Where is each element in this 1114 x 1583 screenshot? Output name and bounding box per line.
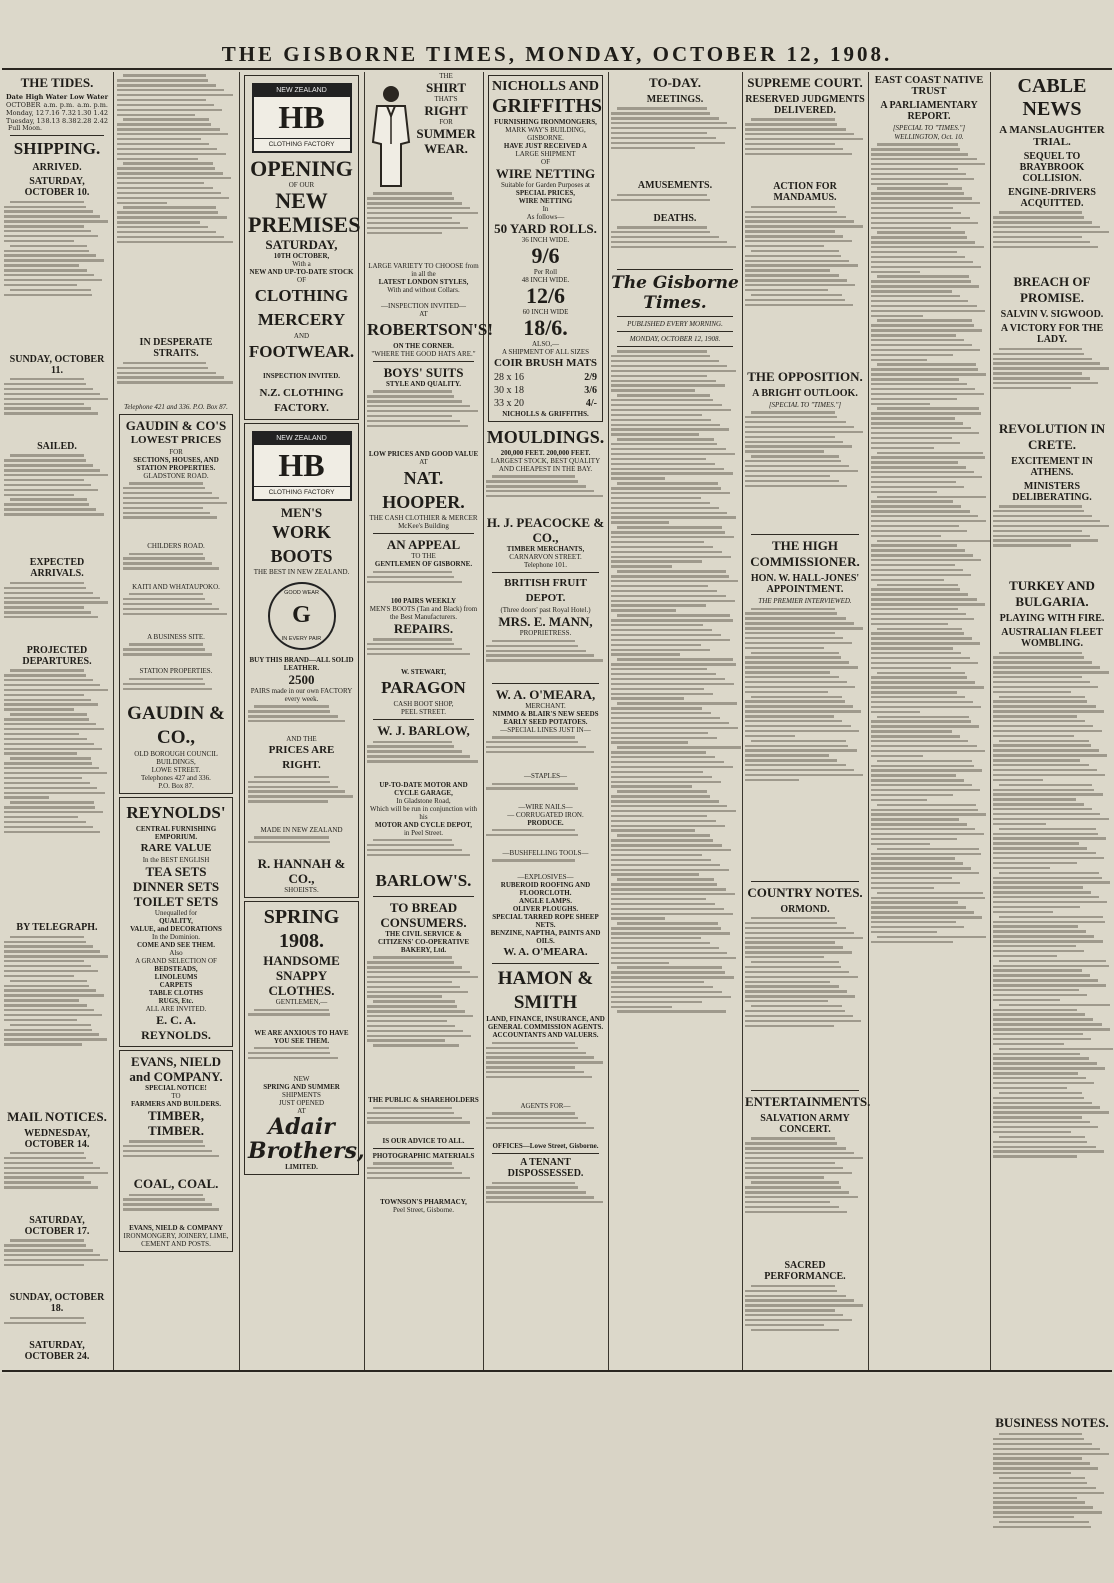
special-line: [SPECIAL TO "TIMES."] [892, 124, 966, 132]
country-heading: COUNTRY NOTES. [747, 884, 863, 900]
divider [373, 533, 474, 534]
ad-text [123, 1194, 229, 1224]
manslaughter-heading: A MANSLAUGHTER TRIAL. [999, 124, 1105, 148]
column-editorial [611, 72, 739, 1370]
salvation-heading: SALVATION ARMY CONCERT. [760, 1112, 850, 1135]
ad-text [486, 783, 605, 803]
reynolds-ad: REYNOLDS' CENTRAL FURNISHING EMPORIUM. RARE VALUE In the BEST ENGLISH TEA SETS DINNER SETS TOILET SETS Unequalled for QUALITY, VALUE, and DECORATIONS In the Dominion. COME AND SEE THEM. Also A GRAND SELECTION OF BEDSTEADS, LINOLEUMS CARPETS TABLE CLOTHS RUGS, Etc. ALL ARE INVITED. E. C. A. REYNOLDS. [119, 797, 233, 1047]
ad-text [123, 643, 229, 667]
omeara-ad: W. A. O'MEARA, MERCHANT. NIMMO & BLAIR'S NEW SEEDS EARLY SEED POTATOES. —SPECIAL LINES JUST IN— —STAPLES— —WIRE NAILS— — CORRUGATED IRON. PRODUCE. —BUSHFELLING TOOLS— —EXPLOSIVES— RUBEROID ROOFING AND FLOORCLOTH. ANGLE LAMPS. OLIVER PLOUGHS. SPECIAL TARRED ROPE SHEEP NETS. BENZINE, NAPTHA, PAINTS AND OILS. W. A. O'MEARA. [486, 687, 605, 961]
court-heading: SUPREME COURT. [747, 75, 863, 90]
ad-text [486, 475, 605, 515]
hb-logo: NEW ZEALAND HB CLOTHING FACTORY [252, 431, 352, 501]
shirt-ad: THE SHIRT THAT'S RIGHT FOR SUMMER WEAR. [367, 72, 480, 262]
shipping-text [4, 378, 110, 438]
article-text [611, 226, 739, 266]
special-line: [SPECIAL TO "TIMES."] [768, 400, 842, 409]
projected-heading: PROJECTED DEPARTURES. [22, 644, 92, 667]
fleet-heading: AUSTRALIAN FLEET WOMBLING. [1001, 627, 1103, 650]
tides-note: Full Moon. [8, 125, 42, 132]
victory-heading: A VICTORY FOR THE LADY. [1000, 323, 1104, 346]
gaudin-name: GAUDIN & CO'S [125, 417, 227, 433]
athens-heading: EXCITEMENT IN ATHENS. [1011, 455, 1093, 478]
ad-text [248, 776, 355, 826]
shipping-text [4, 669, 110, 919]
expected-heading: EXPECTED ARRIVALS. [29, 557, 85, 580]
nicholls-ad: NICHOLLS AND GRIFFITHS FURNISHING IRONMONGERS, MARK WAY'S BUILDING, GISBORNE. HAVE JUST RECEIVED A LARGE SHIPMENT OF WIRE NETTING Suitable for Garden Purposes at SPECIAL PRICES, WIRE NETTING In As follows— 50 YARD ROLLS. 36 INCH WIDE. 9/6 Per Roll 48 INCH WIDE. 12/6 60 INCH WIDE 18/6. ALSO,— A SHIPMENT OF ALL SIZES COIR BRUSH MATS 28 x 16 2/9 30 x 18 3/6 33 x 20 4/- NICHOLLS & GRIFFITHS. [488, 75, 603, 422]
article-text [745, 608, 865, 878]
adair-ad: SPRING 1908. HANDSOME SNAPPY CLOTHES. GENTLEMEN,— WE ARE ANXIOUS TO HAVE YOU SEE THEM. NEW SPRING AND SUMMER SHIPMENTS JUST OPENED AT Adair Brothers, LIMITED. [244, 901, 359, 1175]
mail-text [4, 1239, 110, 1289]
meetings-heading: MEETINGS. [646, 94, 704, 105]
appointment-heading: HON. W. HALL-JONES' APPOINTMENT. [750, 573, 860, 596]
article-text [993, 348, 1111, 418]
divider [617, 269, 733, 270]
reynolds-name: REYNOLDS' [126, 802, 226, 822]
hooper-ad: BOYS' SUITS STYLE AND QUALITY. LOW PRICES AND GOOD VALUE AT NAT. HOOPER. THE CASH CLOTHIER & MERCER McKee's Building [368, 365, 479, 531]
ad-text [123, 593, 229, 633]
today-heading: TO-DAY. [649, 75, 701, 90]
divider [373, 719, 474, 720]
divider [492, 572, 599, 573]
shipping-text [4, 454, 110, 554]
column-shipping [4, 72, 110, 1370]
tides-header: Date High Water Low Water [6, 93, 108, 101]
shipping-text [4, 936, 110, 1106]
ad-text [123, 553, 229, 583]
column-clothing-factory [242, 72, 365, 1370]
ad-text [248, 836, 355, 856]
divider [373, 1148, 474, 1149]
cable-heading: CABLE NEWS [1017, 75, 1087, 120]
ormond-heading: ORMOND. [780, 903, 830, 915]
evans-ad: EVANS, NIELD and COMPANY. SPECIAL NOTICE! TO FARMERS AND BUILDERS. TIMBER, TIMBER. COAL, COAL. EVANS, NIELD & COMPANY IRONMONGERY, JOINERY, LIME, CEMENT AND POSTS. [119, 1050, 233, 1252]
good-wear-seal: GOOD WEAR G IN EVERY PAIR [268, 582, 336, 650]
boots-ad: NEW ZEALAND HB CLOTHING FACTORY MEN'S WORK BOOTS THE BEST IN NEW ZEALAND. GOOD WEAR G IN EVERY PAIR BUY THIS BRAND—ALL SOLID LEATHER. 2500 PAIRS made in our own FACTORY every week. AND THE PRICES ARE RIGHT. MADE IN NEW ZEALAND R. HANNAH & CO., SHOEISTS. [244, 423, 359, 898]
article-text [611, 194, 739, 210]
column-robertsons [367, 72, 493, 1370]
ad-text [367, 390, 480, 450]
ad-text [486, 736, 605, 772]
column-native-trust [871, 72, 987, 1370]
telephone-line: Telephone 421 and 336. P.O. Box 87. [124, 402, 228, 411]
divider [373, 361, 474, 362]
ad-text [248, 705, 355, 735]
mouldings-ad: MOULDINGS. 200,000 FEET. 200,000 FEET. LARGEST STOCK, BEST QUALITY AND CHEAPEST IN THE BAY. H. J. PEACOCKE & CO., TIMBER MERCHANTS, CARNARVON STREET. Telephone 101. [486, 427, 605, 570]
commissioner-heading: THE HIGH COMMISSIONER. [750, 538, 860, 570]
ad-text [486, 640, 605, 680]
robertsons-ad: LARGE VARIETY TO CHOOSE from in all the LATEST LONDON STYLES, With and without Collars. —INSPECTION INVITED— AT ROBERTSON'S! ON THE CORNER. "WHERE THE GOOD HATS ARE." [367, 262, 493, 358]
date-subheading: SUNDAY, OCTOBER 11. [9, 353, 105, 376]
date-subheading: SATURDAY, OCTOBER 10. [24, 176, 90, 199]
ad-text [367, 190, 480, 260]
ad-text [123, 678, 229, 702]
ad-text [123, 1140, 229, 1176]
divider [617, 331, 733, 332]
article-text [993, 652, 1111, 1412]
date-subheading: SATURDAY, OCTOBER 24. [24, 1339, 90, 1362]
shipping-text [4, 201, 110, 351]
ad-text [367, 638, 480, 668]
lowest-prices: LOWEST PRICES [130, 433, 222, 446]
amusements-heading: AMUSEMENTS. [637, 180, 713, 192]
pharmacy-ad: PHOTOGRAPHIC MATERIALS TOWNSON'S PHARMACY, Peel Street, Gisborne. [367, 1152, 480, 1214]
nzcf-ad: NEW ZEALAND HB CLOTHING FACTORY OPENING OF OUR NEW PREMISES SATURDAY, 10TH OCTOBER, With a NEW AND UP-TO-DATE STOCK OF CLOTHING MERCERY AND FOOTWEAR. INSPECTION INVITED. N.Z. CLOTHING FACTORY. [244, 75, 359, 420]
paper-name: The Gisborne Times. [611, 273, 739, 314]
article-text [745, 1285, 865, 1365]
shipping-text [4, 582, 110, 642]
fruit-ad: BRITISH FRUIT DEPOT. (Three doors' past Royal Hotel.) MRS. E. MANN, PROPRIETRESS. [486, 576, 605, 679]
fire-heading: PLAYING WITH FIRE. [999, 613, 1105, 625]
mandamus-heading: ACTION FOR MANDAMUS. [773, 181, 837, 204]
mat-row: 33 x 20 4/- [494, 398, 597, 409]
arrived-heading: ARRIVED. [32, 162, 82, 174]
turkey-heading: TURKEY AND BULGARIA. [1009, 578, 1095, 610]
ad-text [248, 1009, 355, 1029]
editorial-date: MONDAY, OCTOBER 12, 1908. [629, 335, 721, 344]
article-text [993, 505, 1111, 575]
dateline: WELLINGTON, Oct. 10. [894, 133, 964, 141]
premier-line: THE PREMIER INTERVIEWED. [758, 597, 852, 606]
gaudin-ad: GAUDIN & CO'S LOWEST PRICES FOR SECTIONS, HOUSES, AND STATION PROPERTIES. GLADSTONE ROAD. CHILDERS ROAD. KAITI AND WHATAUPOKO. A BUSINESS SITE. STATION PROPERTIES. GAUDIN & CO., OLD BOROUGH COUNCIL BUILDINGS, LOWE STREET. Telephones 427 and 336. P.O. Box 87. [119, 414, 233, 794]
date-subheading: SUNDAY, OCTOBER 18. [9, 1292, 105, 1315]
article-text [117, 362, 235, 402]
column-divider [483, 72, 484, 1370]
column-divider [742, 72, 743, 1370]
article-text [745, 1137, 865, 1257]
masthead-rule [2, 68, 1112, 70]
date-subheading: WEDNESDAY, OCTOBER 14. [24, 1127, 90, 1150]
tenant-heading: A TENANT DISPOSSESSED. [507, 1157, 584, 1180]
appeal-ad: AN APPEAL TO THE GENTLEMEN OF GISBORNE. 100 PAIRS WEEKLY MEN'S BOOTS (Tan and Black) from the Best Manufacturers. REPAIRS. W. STEWART, PARAGON CASH BOOT SHOP, PEEL STREET. [367, 537, 480, 716]
divider [492, 963, 599, 964]
report-heading: A PARLIAMENTARY REPORT. [880, 100, 978, 122]
divider [373, 896, 474, 897]
column-cable-news [993, 72, 1111, 1430]
sacred-heading: SACRED PERFORMANCE. [764, 1260, 846, 1283]
divider [617, 346, 733, 347]
telegraph-heading: BY TELEGRAPH. [16, 922, 98, 934]
column-divider [868, 72, 869, 1370]
ministers-heading: MINISTERS DELIBERATING. [1012, 480, 1092, 503]
divider [492, 1153, 599, 1154]
mail-text [4, 1317, 110, 1337]
divider [492, 683, 599, 684]
hb-logo: NEW ZEALAND HB CLOTHING FACTORY [252, 83, 352, 153]
mail-text [117, 74, 235, 334]
article-text [745, 411, 865, 531]
divider [751, 1090, 859, 1091]
tides-row: Monday, 12 7.16 7.32 1.30 1.42 [6, 109, 108, 117]
mat-row: 30 x 18 3/6 [494, 385, 597, 396]
ad-text [367, 571, 480, 597]
editorial-text [611, 350, 739, 1350]
column-divider [239, 72, 240, 1370]
divider [751, 881, 859, 882]
ad-text [367, 956, 480, 1096]
mat-row: 28 x 16 2/9 [494, 372, 597, 383]
column-gaudin-reynolds [117, 72, 235, 1370]
acquitted-heading: ENGINE-DRIVERS ACQUITTED. [1008, 187, 1096, 209]
ad-text [248, 1047, 355, 1075]
article-text [871, 143, 987, 1343]
ad-text [367, 1107, 480, 1137]
straits-heading: IN DESPERATE STRAITS. [139, 337, 213, 360]
ad-text [486, 1112, 605, 1142]
ad-text [486, 859, 605, 873]
hamon-ad: HAMON & SMITH LAND, FINANCE, INSURANCE, AND GENERAL COMMISSION AGENTS. ACCOUNTANTS AND VALUERS. AGENTS FOR— OFFICES—Lowe Street, Gisborne. [486, 968, 605, 1151]
judgments-heading: RESERVED JUDGMENTS DELIVERED. [745, 94, 865, 116]
gaudin-big: GAUDIN & CO., [127, 702, 225, 748]
masthead-title: THE GISBORNE TIMES, MONDAY, OCTOBER 12, 1908. [221, 42, 893, 66]
man-figure-icon [367, 82, 415, 190]
divider [10, 135, 104, 136]
mail-heading: MAIL NOTICES. [7, 1108, 107, 1124]
barlow-ad: W. J. BARLOW, UP-TO-DATE MOTOR AND CYCLE GARAGE, In Gladstone Road, Which will be run in conjunction with his MOTOR AND CYCLE DEPOT, in Peel Street. BARLOW'S. [367, 723, 480, 893]
business-heading: BUSINESS NOTES. [995, 1414, 1109, 1430]
crete-heading: REVOLUTION IN CRETE. [998, 420, 1106, 452]
column-court [745, 72, 871, 1370]
sequel-heading: SEQUEL TO BRAYBROOK COLLISION. [1019, 151, 1085, 184]
tides-row: OCTOBER a.m. p.m. a.m. p.m. [6, 101, 108, 109]
column-divider [608, 72, 609, 1370]
breach-heading: BREACH OF PROMISE. [1013, 274, 1091, 306]
ad-text [486, 1042, 605, 1102]
column-nicholls-griffiths [486, 72, 605, 1370]
outlook-heading: A BRIGHT OUTLOOK. [752, 387, 858, 399]
mail-text [4, 1152, 110, 1212]
divider [751, 534, 859, 535]
salvin-heading: SALVIN V. SIGWOOD. [1000, 309, 1104, 321]
article-text [745, 206, 865, 366]
article-text [745, 917, 865, 1087]
ad-text [123, 482, 229, 542]
ad-text [367, 1162, 480, 1198]
entertainments-heading: ENTERTAINMENTS. [745, 1093, 871, 1109]
divider [617, 316, 733, 317]
column-divider [113, 72, 114, 1370]
column-divider [364, 72, 365, 1370]
opposition-heading: THE OPPOSITION. [747, 368, 863, 384]
article-text [486, 1182, 605, 1222]
column-divider [990, 72, 991, 1370]
bottom-rule [2, 1370, 1112, 1372]
trust-heading: EAST COAST NATIVE TRUST [874, 75, 984, 97]
evans-name: EVANS, NIELD and COMPANY. [129, 1053, 223, 1084]
shipping-heading: SHIPPING. [13, 139, 101, 159]
tides-heading: THE TIDES. [20, 75, 94, 90]
sailed-heading: SAILED. [37, 441, 77, 453]
ad-text [367, 839, 480, 869]
ad-text [486, 829, 605, 849]
bakery-ad: TO BREAD CONSUMERS. THE CIVIL SERVICE & CITIZENS' CO-OPERATIVE BAKERY, Ltd. THE PUBLIC & SHAREHOLDERS IS OUR ADVICE TO ALL. [368, 899, 479, 1145]
deaths-heading: DEATHS. [653, 212, 697, 224]
published-line: PUBLISHED EVERY MORNING. [627, 320, 723, 329]
article-text [745, 118, 865, 178]
ad-text [367, 741, 480, 781]
article-text [993, 1433, 1111, 1583]
article-text [611, 107, 739, 177]
tides-row: Tuesday, 13 8.13 8.38 2.28 2.42 [6, 117, 108, 125]
date-subheading: SATURDAY, OCTOBER 17. [24, 1215, 90, 1238]
article-text [993, 211, 1111, 271]
